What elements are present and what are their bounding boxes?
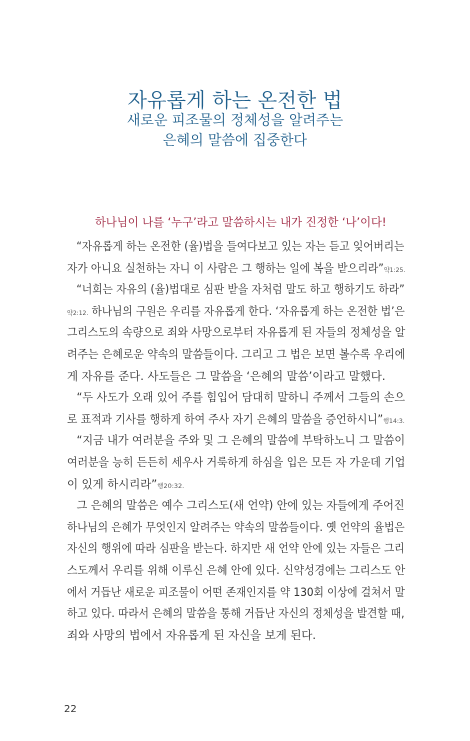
line-text: 하나님의 은혜가 무엇인지 알려주는 약속의 말씀들이다. 옛 언약의 율법은: [67, 519, 405, 534]
text-line: [67, 409, 405, 431]
text-line: [67, 538, 405, 560]
lead-heading: 하나님이 나를 ‘누구’라고 말씀하시는 내가 진정한 ‘나’이다!: [95, 216, 387, 229]
page-number: 22: [64, 704, 77, 715]
line-text: 자신의 행위에 따라 심판을 받는다. 하지만 새 언약 안에 있는 자들은 그리: [67, 541, 405, 556]
line-text: 이 있게 하시리라”: [67, 476, 158, 491]
text-line: [67, 366, 405, 388]
text-line: [67, 474, 405, 496]
chapter-title: 자유롭게 하는 온전한 법: [127, 88, 343, 112]
chapter-subtitle-line-1: 새로운 피조물의 정체성을 알려주는: [126, 113, 344, 129]
text-line: [67, 560, 406, 582]
scripture-reference: 약1:25.: [383, 265, 406, 274]
text-line: [67, 582, 405, 604]
text-line: [67, 322, 406, 344]
line-text: “지금 내가 여러분을 주와 및 그 은혜의 말씀에 부탁하노니 그 말씀이: [76, 433, 406, 448]
line-text: 하나님의 구원은 우리를 자유롭게 한다. ‘자유롭게 하는 온전한 법’은: [88, 303, 405, 318]
text-line: [67, 603, 405, 625]
line-text: 그리스도의 속량으로 죄와 사망으로부터 자유롭게 된 자들의 정체성을 알: [67, 325, 406, 340]
text-line: [67, 387, 406, 409]
line-text: 그 은혜의 말씀은 예수 그리스도(새 언약) 안에 있는 자들에게 주어진: [76, 498, 405, 513]
scripture-reference: 약2:12.: [67, 308, 89, 317]
line-text: 게 자유를 준다. 사도들은 그 말씀을 ‘은혜의 말씀’이라고 말했다.: [67, 368, 386, 383]
text-line: [67, 517, 405, 539]
line-text: 하고 있다. 따라서 은혜의 말씀을 통해 거듭난 자신의 정체성을 발견할 때,: [67, 606, 405, 621]
line-text: 려주는 은혜로운 약속의 말씀들이다. 그리고 그 법은 보면 볼수록 우리에: [67, 346, 406, 361]
line-text: 로 표적과 기사를 행하게 하여 주사 자기 은혜의 말씀을 증언하시니”: [67, 411, 384, 426]
text-line: [67, 625, 405, 647]
line-text: “너희는 자유의 (율)법대로 심판 받을 자처럼 말도 하고 행하기도 하라”: [76, 282, 405, 297]
text-line: [67, 279, 405, 301]
line-text: 스도께서 우리를 위해 이루신 은혜 안에 있다. 신약성경에는 그리스도 안: [67, 562, 406, 577]
line-text: 자가 아니요 실천하는 자니 이 사람은 그 행하는 일에 복을 받으리라”: [67, 260, 384, 275]
text-line: [67, 344, 406, 366]
text-line: [67, 430, 406, 452]
line-text: 여러분을 능히 든든히 세우사 거룩하게 하심을 입은 모든 자 가운데 기업: [67, 454, 406, 469]
line-text: “두 사도가 오래 있어 주를 힘입어 담대히 말하니 주께서 그들의 손으: [76, 390, 406, 405]
line-text: 죄와 사망의 법에서 자유롭게 된 자신을 보게 된다.: [67, 627, 317, 642]
scripture-reference: 행14:3.: [383, 416, 405, 425]
body-text: [67, 236, 405, 646]
text-line: [67, 236, 405, 258]
text-line: [67, 495, 405, 517]
text-line: [67, 452, 406, 474]
line-text: “자유롭게 하는 온전한 (율)법을 들여다보고 있는 자는 듣고 잊어버리는: [76, 239, 405, 253]
text-line: [67, 301, 405, 323]
chapter-subtitle-line-2: 은혜의 말씀에 집중한다: [162, 133, 308, 149]
scripture-reference: 행20:32.: [157, 481, 185, 490]
text-line: [67, 258, 406, 280]
line-text: 에서 거듭난 새로운 피조물이 어떤 존재인지를 약 130회 이상에 걸쳐서 말: [67, 584, 405, 599]
